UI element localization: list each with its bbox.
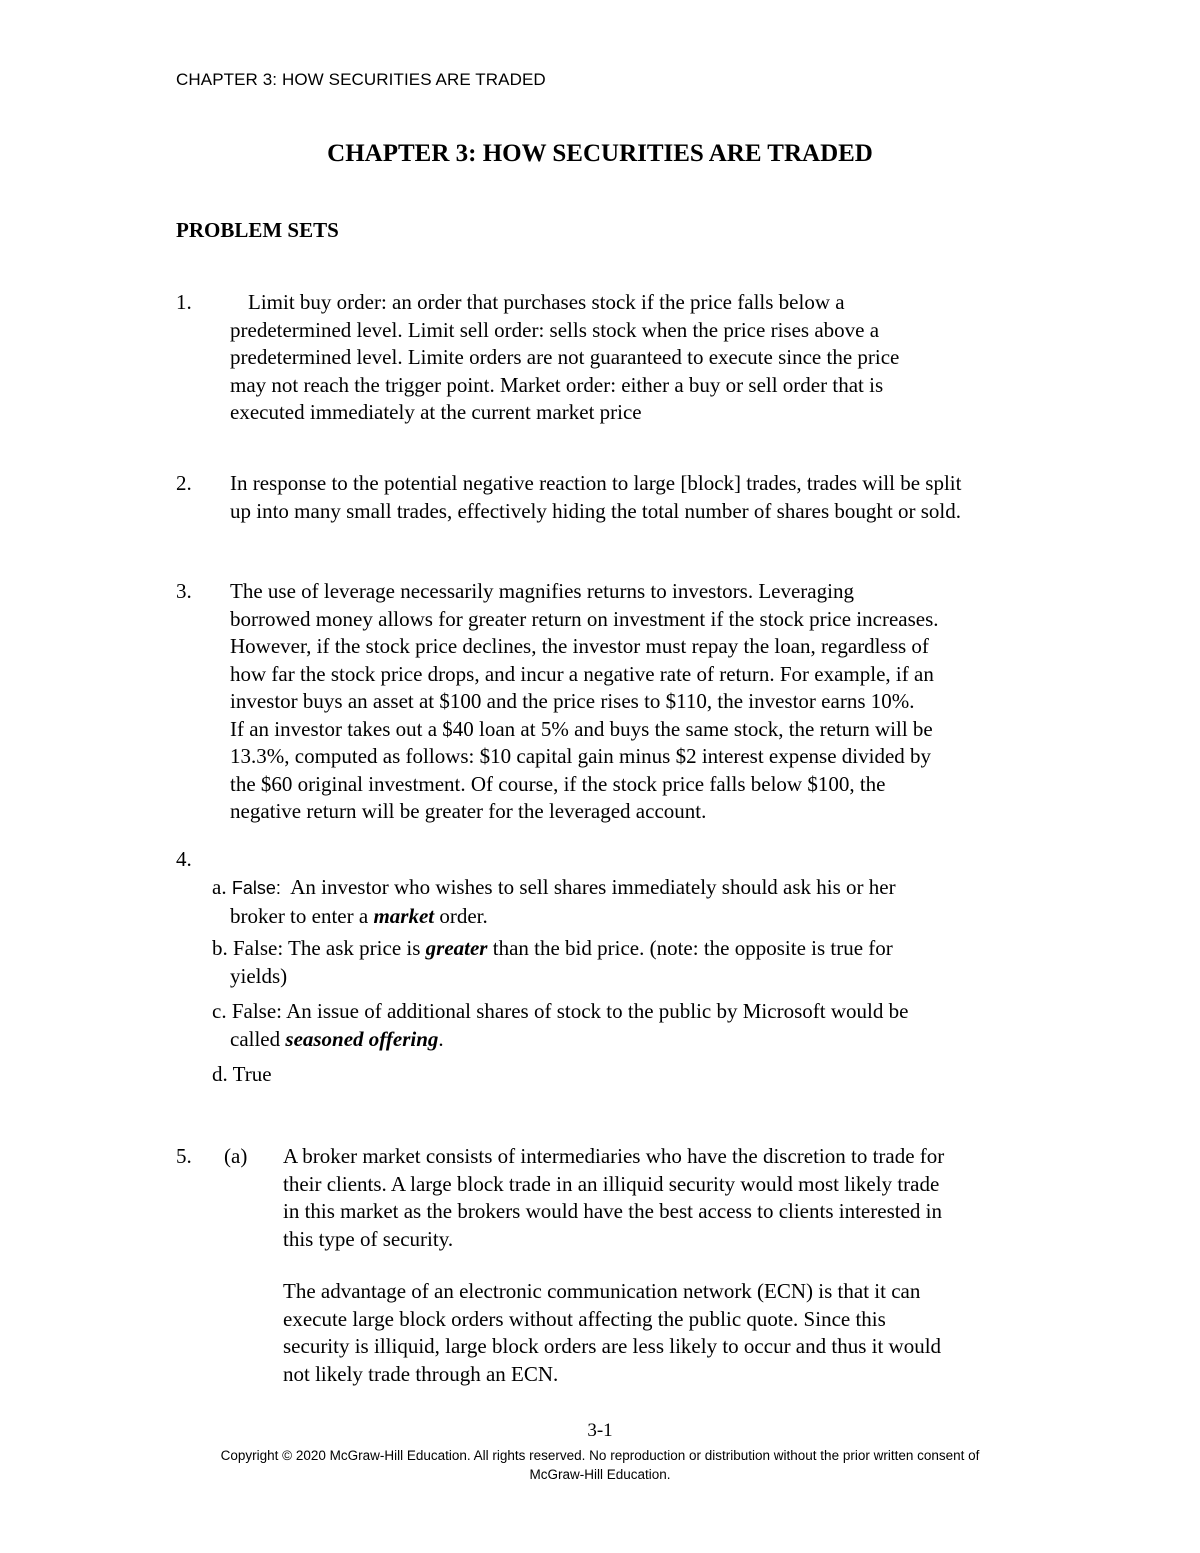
- text-line: execute large block orders without affecting the public quote. Since this: [283, 1306, 886, 1331]
- sub-item-text: .: [438, 1026, 444, 1051]
- copyright-line: McGraw-Hill Education.: [529, 1467, 671, 1482]
- text-line: However, if the stock price declines, the investor must repay the loan, regardless of: [230, 634, 929, 658]
- text-line: not likely trade through an ECN.: [283, 1361, 559, 1386]
- text-line: A broker market consists of intermediaries who have the discretion to trade for: [283, 1144, 945, 1168]
- text-line: In response to the potential negative reaction to large [block] trades, trades will be split: [230, 471, 962, 495]
- sub-item-text: called: [230, 1026, 286, 1051]
- item-number: 3.: [176, 579, 192, 603]
- copyright-line: Copyright © 2020 McGraw-Hill Education. All rights reserved. No reproduction or distribution without the prior written consent of: [220, 1448, 980, 1463]
- text-line: The use of leverage necessarily magnifies returns to investors. Leveraging: [230, 579, 854, 603]
- item-text: [230, 289, 1070, 427]
- sub-item-label: a.: [212, 875, 227, 899]
- copyright-notice: [150, 1446, 1050, 1484]
- sub-item-text: broker to enter a: [230, 903, 374, 928]
- item-number: 2.: [176, 471, 192, 495]
- text-line: may not reach the trigger point. Market order: either a buy or sell order that is: [230, 372, 884, 397]
- item-number: 5.: [176, 1144, 192, 1168]
- sub-item-b: [212, 935, 1072, 990]
- text-line: Limit buy order: an order that purchases stock if the price falls below a: [248, 290, 845, 314]
- text-line: If an investor takes out a $40 loan at 5% and buys the same stock, the return will be: [230, 716, 933, 741]
- text-line: The advantage of an electronic communication network (ECN) is that it can: [283, 1279, 921, 1303]
- sub-item-text: True: [227, 1062, 272, 1086]
- text-line: security is illiquid, large block orders are less likely to occur and thus it would: [283, 1334, 942, 1358]
- item-number: 1.: [176, 290, 192, 314]
- item-text: [230, 578, 1070, 826]
- text-line: predetermined level. Limit sell order: sells stock when the price rises above a: [230, 317, 880, 342]
- text-line: investor buys an asset at $100 and the price rises to $110, the investor earns 10%.: [230, 689, 915, 713]
- sub-item-label: b.: [212, 936, 228, 960]
- emphasis-text: market: [373, 903, 435, 928]
- sub-item-text: than the bid price. (note: the opposite is true for: [487, 936, 893, 960]
- page-title: CHAPTER 3: HOW SECURITIES ARE TRADED: [327, 140, 873, 167]
- text-line: borrowed money allows for greater return on investment if the stock price increases.: [230, 606, 939, 631]
- sub-item-text: False: The ask price is: [227, 936, 426, 960]
- text-line: the $60 original investment. Of course, if the stock price falls below $100, the: [230, 771, 886, 796]
- sub-item-label: c.: [212, 999, 227, 1023]
- emphasis-text: greater: [425, 936, 488, 960]
- text-line: predetermined level. Limite orders are not guaranteed to execute since the price: [230, 345, 900, 369]
- sub-item-d: [212, 1061, 1072, 1089]
- sub-item-text: False: An issue of additional shares of stock to the public by Microsoft would be: [226, 999, 909, 1023]
- text-line: their clients. A large block trade in an illiquid security would most likely trade: [283, 1171, 940, 1196]
- item-number: 4.: [176, 847, 192, 871]
- item-paragraph-1: [283, 1143, 1063, 1253]
- text-line: executed immediately at the current market price: [230, 400, 642, 424]
- emphasis-text: seasoned offering: [285, 1026, 439, 1051]
- text-line: up into many small trades, effectively hiding the total number of shares bought or sold.: [230, 498, 961, 523]
- text-line: this type of security.: [283, 1226, 454, 1251]
- item-paragraph-2: [283, 1278, 1063, 1388]
- sub-item-label: d.: [212, 1062, 228, 1086]
- sub-item-text: yields): [230, 963, 288, 988]
- running-header: CHAPTER 3: HOW SECURITIES ARE TRADED: [176, 70, 546, 89]
- item-letter: (a): [224, 1144, 248, 1168]
- sub-item-text: An investor who wishes to sell shares immediately should ask his or her: [280, 875, 896, 899]
- sub-item-a: [212, 874, 1072, 930]
- text-line: in this market as the brokers would have the best access to clients interested in: [283, 1199, 942, 1223]
- page-number: 3-1: [587, 1420, 613, 1441]
- section-heading: PROBLEM SETS: [176, 218, 339, 242]
- sub-item-c: [212, 998, 1072, 1053]
- text-line: negative return will be greater for the leveraged account.: [230, 799, 707, 823]
- sub-item-text: order.: [434, 903, 488, 928]
- sub-item-lead: False:: [231, 878, 281, 898]
- text-line: how far the stock price drops, and incur a negative rate of return. For example, if an: [230, 661, 934, 686]
- item-text: [230, 470, 1090, 525]
- text-line: 13.3%, computed as follows: $10 capital gain minus $2 interest expense divided by: [230, 744, 932, 768]
